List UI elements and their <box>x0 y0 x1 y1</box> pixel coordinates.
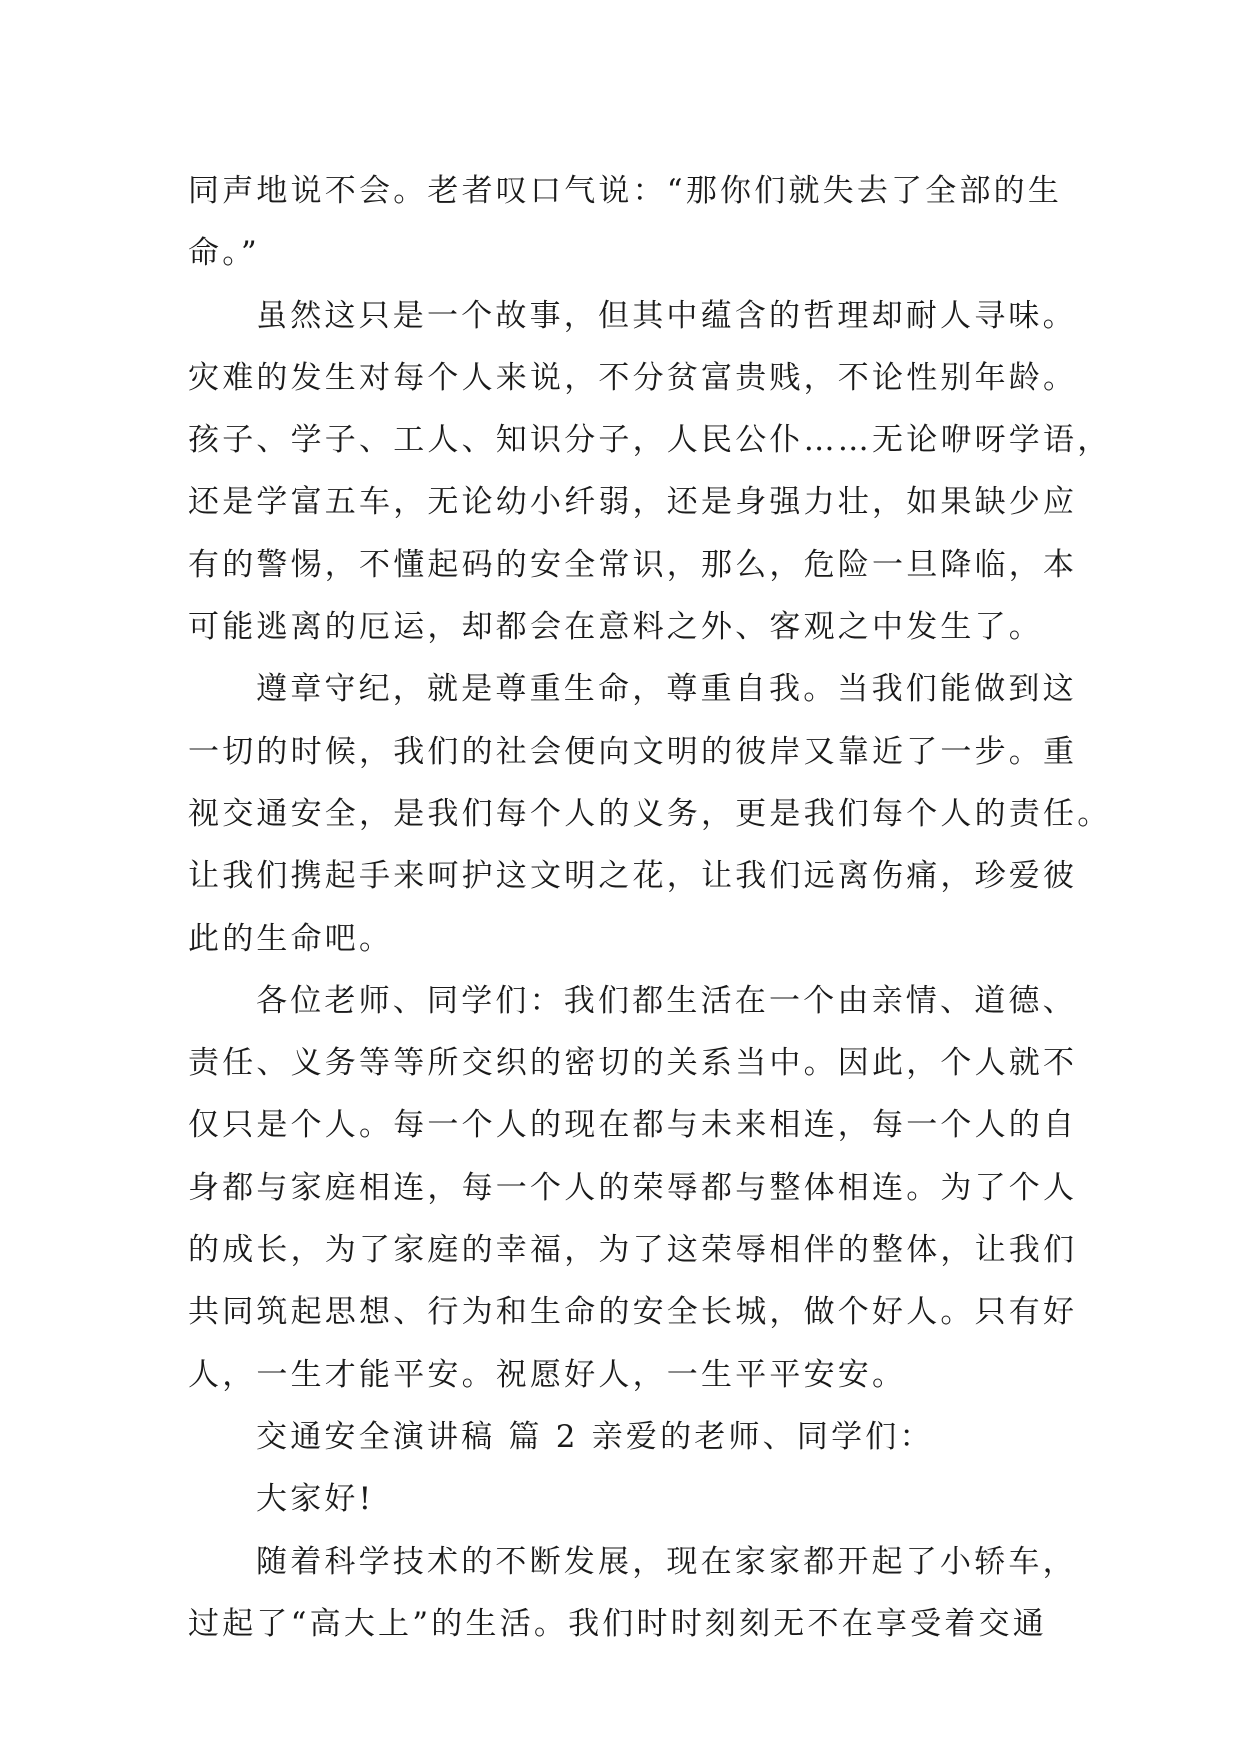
text-line: 命。” <box>188 235 260 272</box>
text-line: 灾难的发生对每个人来说，不分贫富贵贱，不论性别年龄。 <box>188 359 1078 396</box>
text-line: 人，一生才能平安。祝愿好人，一生平平安安。 <box>188 1356 907 1393</box>
text-line: 可能逃离的厄运，却都会在意料之外、客观之中发生了。 <box>188 609 1043 646</box>
text-line: 同声地说不会。老者叹口气说：“那你们就失去了全部的生 <box>188 173 1063 209</box>
text-line: 随着科学技术的不断发展，现在家家都开起了小轿车， <box>256 1543 1077 1580</box>
text-line: 一切的时候，我们的社会便向文明的彼岸又靠近了一步。重 <box>188 733 1078 770</box>
text-line: 大家好! <box>256 1481 375 1518</box>
text-line: 各位老师、同学们：我们都生活在一个由亲情、道德、 <box>256 982 1077 1019</box>
text-line: 过起了“高大上”的生活。我们时时刻刻无不在享受着交通 <box>188 1605 1047 1642</box>
text-line: 有的警惕，不懂起码的安全常识，那么，危险一旦降临，本 <box>188 546 1078 583</box>
text-line: 让我们携起手来呵护这文明之花，让我们远离伤痛，珍爱彼 <box>188 858 1078 895</box>
body-text <box>188 160 1112 1655</box>
text-line: 交通安全演讲稿 篇 2 亲爱的老师、同学们： <box>256 1418 934 1455</box>
text-line: 孩子、学子、工人、知识分子，人民公仆……无论咿呀学语， <box>188 422 1112 459</box>
text-line: 责任、义务等等所交织的密切的关系当中。因此，个人就不 <box>188 1045 1078 1082</box>
text-line: 共同筑起思想、行为和生命的安全长城，做个好人。只有好 <box>188 1294 1078 1331</box>
text-line: 仅只是个人。每一个人的现在都与未来相连，每一个人的自 <box>188 1107 1078 1144</box>
text-line: 遵章守纪，就是尊重生命，尊重自我。当我们能做到这 <box>256 671 1077 708</box>
text-line: 还是学富五车，无论幼小纤弱，还是身强力壮，如果缺少应 <box>188 484 1078 521</box>
text-line: 的成长，为了家庭的幸福，为了这荣辱相伴的整体，让我们 <box>188 1232 1078 1269</box>
text-line: 视交通安全，是我们每个人的义务，更是我们每个人的责任。 <box>188 795 1112 832</box>
text-line: 身都与家庭相连，每一个人的荣辱都与整体相连。为了个人 <box>188 1169 1078 1206</box>
text-line: 此的生命吧。 <box>188 920 394 957</box>
text-line: 虽然这只是一个故事，但其中蕴含的哲理却耐人寻味。 <box>256 297 1077 334</box>
